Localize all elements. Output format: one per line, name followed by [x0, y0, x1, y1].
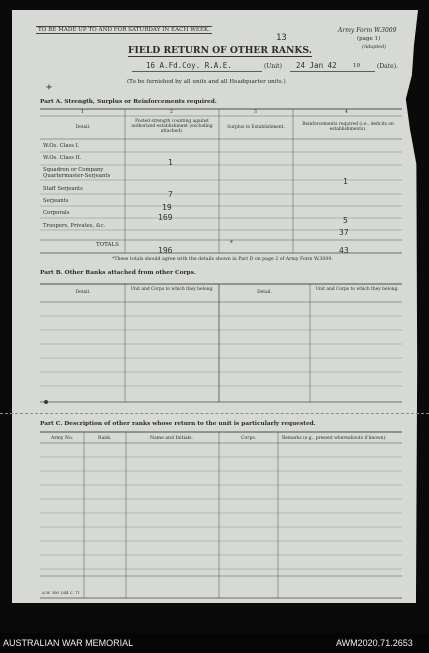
- footer-right: AWM2020.71.2653: [336, 638, 413, 648]
- part-c-heading: Part C. Description of other ranks whose return to the unit is particularly requested.: [40, 421, 316, 427]
- part-a-heading: Part A. Strength, Surplus or Reinforcements required.: [40, 99, 217, 105]
- print-code: A.W. 306 1/44 C. 71: [42, 590, 80, 595]
- col-header-posted: Posted strength counting against authorized establishment (excluding attached).: [131, 119, 213, 134]
- posted-cqms: 1: [168, 158, 173, 167]
- col-number-2: 2: [170, 110, 173, 115]
- form-number: Army Form W.3009: [338, 27, 397, 34]
- part-b-col-unit-2: Unit and Corps to which they belong.: [315, 287, 399, 292]
- unit-label: (Unit): [264, 63, 282, 70]
- reinf-extra: 37: [339, 228, 349, 237]
- part-c-col-remarks: Remarks (e.g., present whereabouts if known).: [282, 436, 387, 441]
- part-a-footnote: *These totals should agree with the details shown in Part D on page 2 of Army Form W.3009.: [112, 257, 333, 262]
- form-title: FIELD RETURN OF OTHER RANKS.: [128, 45, 312, 56]
- sheet-number: 13: [276, 33, 287, 43]
- part-c-col-name: Name and Initials.: [150, 436, 193, 441]
- date-prefix: 19: [353, 63, 360, 69]
- col-header-surplus: Surplus to Establishment.: [227, 125, 285, 130]
- row-label-staff-serjeants: Staff Serjeants: [43, 186, 83, 192]
- part-b-col-detail-2: Detail.: [257, 290, 272, 295]
- total-reinf: 43: [339, 246, 349, 255]
- posted-serjeants: 7: [168, 190, 173, 199]
- col-number-4: 4: [345, 110, 348, 115]
- date-label: (Date).: [377, 63, 398, 70]
- punch-hole: [44, 400, 48, 404]
- corner-mark: +: [46, 82, 53, 93]
- part-c-col-army-no: Army No.: [51, 436, 74, 441]
- posted-troopers: 169: [158, 213, 173, 222]
- total-posted: 196: [158, 246, 173, 255]
- total-surplus-marker: *: [230, 240, 233, 247]
- col-number-1: 1: [81, 110, 84, 115]
- row-label-cqms: Squadron or Company Quartermaster-Serjeants: [43, 167, 111, 179]
- unit-value: 16 A.Fd.Coy. R.A.E.: [146, 61, 232, 70]
- posted-corporals: 19: [162, 203, 172, 212]
- row-label-serjeants: Serjeants: [43, 198, 69, 204]
- col-number-3: 3: [254, 110, 257, 115]
- reinf-troopers: 5: [343, 216, 348, 225]
- col-header-detail: Detail.: [75, 125, 91, 130]
- row-label-corporals: Corporals: [43, 210, 70, 216]
- part-b-col-detail-1: Detail.: [75, 290, 91, 295]
- part-c-col-corps: Corps.: [241, 436, 257, 441]
- row-label-wo2: W.Os. Class II.: [43, 155, 82, 161]
- row-label-troopers: Troopers, Privates, &c.: [43, 223, 106, 229]
- top-instruction: TO BE MADE UP TO AND FOR SATURDAY IN EACH WEEK.: [38, 27, 210, 33]
- part-b-heading: Part B. Other Ranks attached from other Corps.: [40, 270, 196, 276]
- form-subtitle: (To be furnished by all units and all Headquarter units.): [127, 79, 286, 85]
- form-page: (page 1): [357, 36, 381, 42]
- totals-label: TOTALS: [96, 242, 119, 248]
- part-b-col-unit-1: Unit and Corps to which they belong.: [130, 287, 214, 292]
- part-c-col-rank: Rank.: [98, 436, 112, 441]
- row-label-wo1: W.Os. Class I.: [43, 143, 80, 149]
- col-header-reinf: Reinforcements required (i.e., deficits on establishments).: [302, 122, 394, 132]
- form-adapted: (Adapted): [362, 45, 387, 50]
- footer-left: AUSTRALIAN WAR MEMORIAL: [3, 638, 134, 648]
- reinf-cqms: 1: [343, 177, 348, 186]
- date-value: 24 Jan 42: [296, 61, 337, 70]
